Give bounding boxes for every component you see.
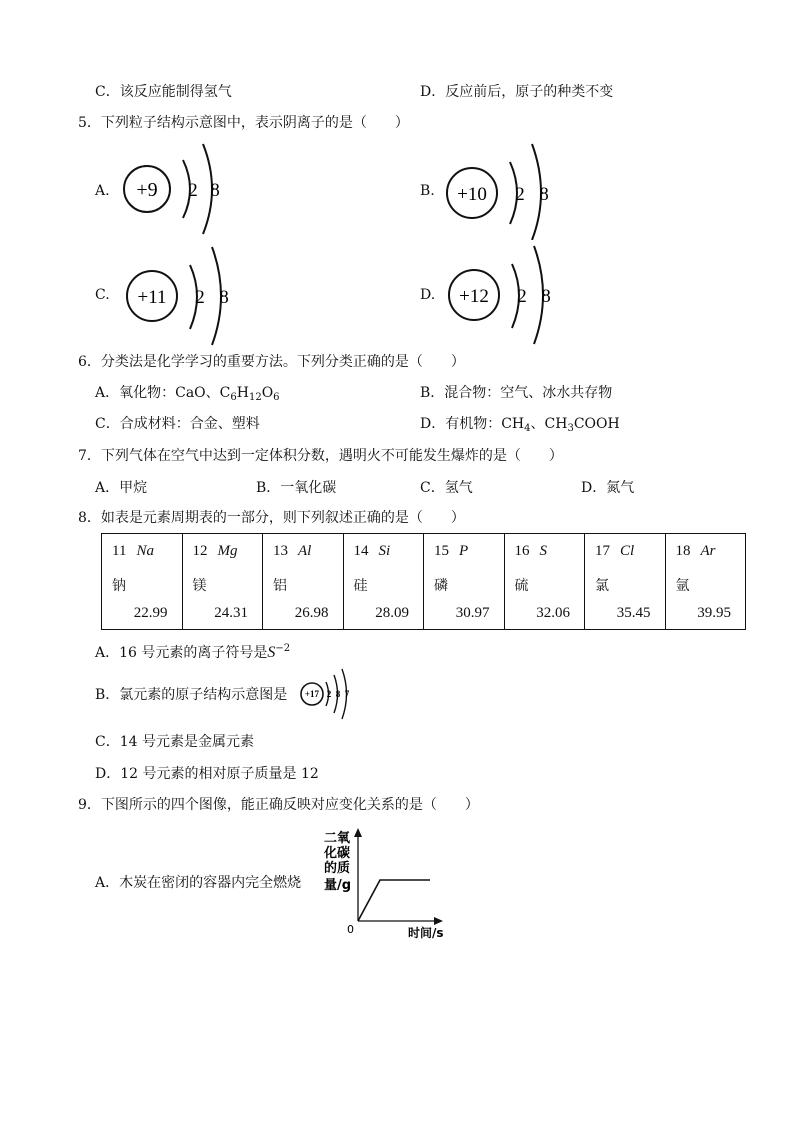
q6-option-c: C．合成材料：合金、塑料 <box>95 416 260 432</box>
svg-text:8: 8 <box>210 180 220 201</box>
q7-option-c: C．氢气 <box>420 480 473 496</box>
periodic-table-excerpt <box>101 533 746 630</box>
svg-text:+12: +12 <box>459 286 489 307</box>
q8-option-b: B．氯元素的原子结构示意图是 <box>95 687 288 703</box>
q5-option-d-letter: D. <box>420 287 436 303</box>
q4-option-c: C．该反应能制得氢气 <box>95 84 232 100</box>
element-cell: 11 Na 钠 22.99 <box>102 534 183 630</box>
svg-text:8: 8 <box>541 286 551 307</box>
element-cell: 13 Al 铝 26.98 <box>263 534 344 630</box>
q6-option-b: B．混合物：空气、冰水共存物 <box>420 385 613 401</box>
q5-option-b-diagram <box>440 140 570 244</box>
svg-text:2: 2 <box>515 184 525 205</box>
svg-text:8: 8 <box>219 287 229 308</box>
q4-option-d: D．反应前后，原子的种类不变 <box>420 84 614 100</box>
element-cell: 15 P 磷 30.97 <box>424 534 505 630</box>
q5-option-a-diagram <box>115 138 245 242</box>
element-cell: 16 S 硫 32.06 <box>504 534 585 630</box>
q7-option-a: A．甲烷 <box>95 480 148 496</box>
svg-text:化碳: 化碳 <box>324 846 351 861</box>
svg-text:+10: +10 <box>457 184 487 205</box>
svg-text:7: 7 <box>344 689 350 699</box>
chlorine-atom-diagram <box>298 666 358 726</box>
q7-option-b: B．一氧化碳 <box>256 480 337 496</box>
q5-option-d-diagram <box>442 242 572 350</box>
q9-option-a: A．木炭在密闭的容器内完全燃烧 <box>95 875 302 891</box>
svg-text:2: 2 <box>188 180 198 201</box>
element-cell: 18 Ar 氩 39.95 <box>665 534 746 630</box>
svg-text:+11: +11 <box>137 287 167 308</box>
svg-text:2: 2 <box>326 689 332 699</box>
svg-text:的质: 的质 <box>324 861 351 876</box>
q5-option-a-letter: A. <box>95 183 110 199</box>
svg-text:8: 8 <box>335 689 341 699</box>
element-cell: 12 Mg 镁 24.31 <box>182 534 263 630</box>
q7-option-d: D．氮气 <box>581 480 635 496</box>
svg-text:+9: +9 <box>136 179 158 201</box>
q8-option-d: D．12 号元素的相对原子质量是 12 <box>95 766 319 782</box>
svg-text:二氧: 二氧 <box>324 831 351 846</box>
svg-text:2: 2 <box>517 286 527 307</box>
q5-stem: 5．下列粒子结构示意图中，表示阴离子的是（ ） <box>78 115 409 131</box>
element-cell: 17 Cl 氯 35.45 <box>585 534 666 630</box>
q6-stem: 6．分类法是化学学习的重要方法。下列分类正确的是（ ） <box>78 354 465 370</box>
q5-option-c-diagram <box>118 243 248 351</box>
co2-mass-time-graph <box>322 825 452 944</box>
q6-option-d: D．有机物：$CH_4$、$CH_3COOH$ <box>420 416 620 434</box>
q6-option-a: A．氧化物：CaO、$C_6H_{12}O_6$ <box>95 385 280 403</box>
q9-stem: 9．下图所示的四个图像，能正确反映对应变化关系的是（ ） <box>78 797 479 813</box>
svg-text:量/g: 量/g <box>324 878 352 893</box>
element-cell: 14 Si 硅 28.09 <box>343 534 424 630</box>
q8-stem: 8．如表是元素周期表的一部分，则下列叙述正确的是（ ） <box>78 510 465 526</box>
svg-text:+17: +17 <box>304 689 320 699</box>
svg-text:0: 0 <box>347 923 354 936</box>
svg-text:8: 8 <box>539 184 549 205</box>
q5-option-c-letter: C. <box>95 287 110 303</box>
q7-stem: 7．下列气体在空气中达到一定体积分数，遇明火不可能发生爆炸的是（ ） <box>78 448 563 464</box>
q8-option-a: A．16 号元素的离子符号是$S^{-2}$ <box>95 643 291 661</box>
svg-text:2: 2 <box>195 287 205 308</box>
q5-option-b-letter: B. <box>420 183 435 199</box>
svg-text:时间/s: 时间/s <box>408 926 444 940</box>
q8-option-c: C．14 号元素是金属元素 <box>95 734 254 750</box>
